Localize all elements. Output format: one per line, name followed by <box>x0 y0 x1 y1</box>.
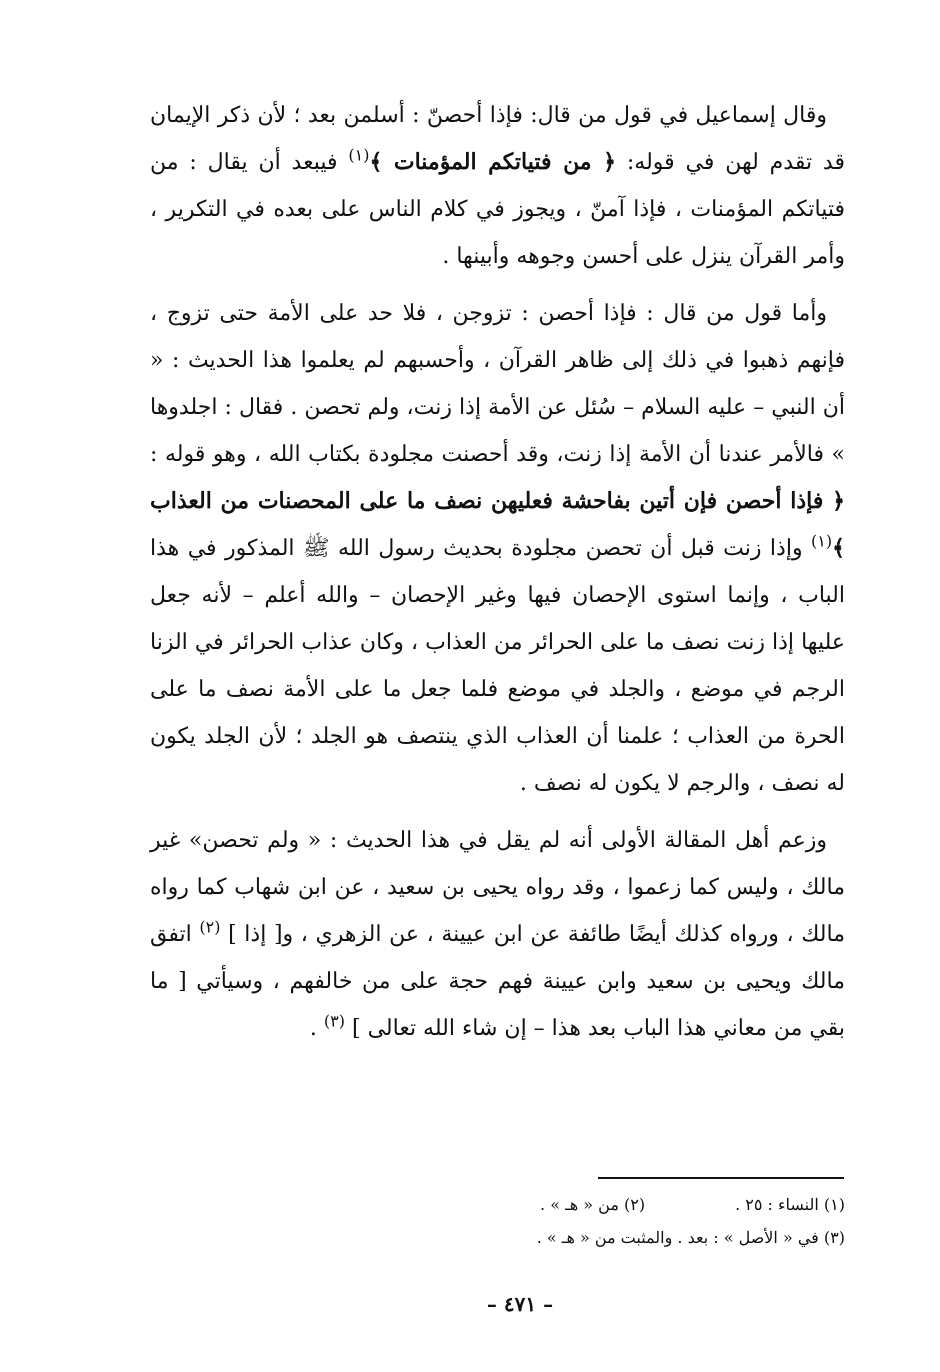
page-number: – ٤٧١ – <box>486 1292 554 1316</box>
paragraph-3 <box>150 817 845 1052</box>
paragraph-3-text-c: . <box>309 1016 324 1041</box>
paragraph-1 <box>150 92 845 280</box>
paragraph-2-text-a: وأما قول من قال : فإذا أحصن : تزوجن ، فلا حد على الأمة حتى تزوج ، فإنهم ذهبوا في ذلك إلى ظاهر القرآن ، وأحسبهم لم يعلموا هذا الحديث : « أن النبي – عليه السلام – سُئل عن الأمة إذا زنت، ولم تحصن . فقال : اجلدوها » فالأمر عندنا أن الأمة إذا زنت، وقد أحصنت مجلودة بكتاب الله ، وهو قوله : <box>150 301 845 467</box>
footnote-ref-1: (١) <box>348 145 370 165</box>
quran-verse-2: ﴿ فإذا أحصن فإن أتين بفاحشة فعليهن نصف ما على المحصنات من العذاب ﴾ <box>150 488 845 561</box>
main-text <box>150 92 845 1052</box>
footnote-ref-1b: (١) <box>811 531 833 551</box>
footnote-2: (٢) من « هـ » . <box>540 1195 646 1214</box>
footnote-line-1 <box>150 1188 845 1221</box>
footnote-ref-2: (٢) <box>199 917 221 937</box>
footnote-ref-3: (٣) <box>323 1011 346 1031</box>
paragraph-1-text-a: وقال إسماعيل في قول من قال: فإذا أحصنّ : أسلمن بعد ؛ لأن ذكر الإيمان قد تقدم لهن في قوله: <box>150 103 845 175</box>
footnotes <box>150 1188 845 1254</box>
footnote-divider <box>598 1177 844 1179</box>
quran-verse-1: ﴿ من فتياتكم المؤمنات ﴾ <box>369 149 617 175</box>
footnote-3: (٣) في « الأصل » : بعد . والمثبت من « هـ » . <box>536 1228 845 1247</box>
paragraph-3-text-b: اتفق مالك ويحيى بن سعيد وابن عيينة فهم حجة على من خالفهم ، وسيأتي [ ما بقي من معاني هذا الباب بعد هذا – إن شاء الله تعالى ] <box>150 922 845 1041</box>
paragraph-1-text-b: فيبعد أن يقال : من فتياتكم المؤمنات ، فإذا آمنّ ، ويجوز في كلام الناس على بعده في التكرير ، وأمر القرآن ينزل على أحسن وجوهه وأبينها . <box>150 150 845 269</box>
footnote-line-2 <box>150 1221 845 1254</box>
paragraph-3-text-a: وزعم أهل المقالة الأولى أنه لم يقل في هذا الحديث : « ولم تحصن» غير مالك ، وليس كما زعموا ، وقد رواه يحيى بن سعيد ، عن ابن شهاب كما رواه مالك ، ورواه كذلك أيضًا طائفة عن ابن عيينة ، عن الزهري ، و[ إذا ] <box>150 828 845 947</box>
paragraph-2-text-b: وإذا زنت قبل أن تحصن مجلودة بحديث رسول الله ﷺ المذكور في هذا الباب ، وإنما استوى الإحصان فيها وغير الإحصان – والله أعلم – لأنه جعل عليها إذا زنت نصف ما على الحرائر من العذاب ، وكان عذاب الحرائر في الزنا الرجم في موضع ، والجلد في موضع فلما جعل ما على الأمة نصف ما على الحرة من العذاب ؛ علمنا أن العذاب الذي ينتصف هو الجلد ؛ لأن الجلد يكون له نصف ، والرجم لا يكون له نصف . <box>150 536 845 796</box>
footnote-1: (١) النساء : ٢٥ . <box>735 1195 845 1214</box>
paragraph-2 <box>150 290 845 807</box>
